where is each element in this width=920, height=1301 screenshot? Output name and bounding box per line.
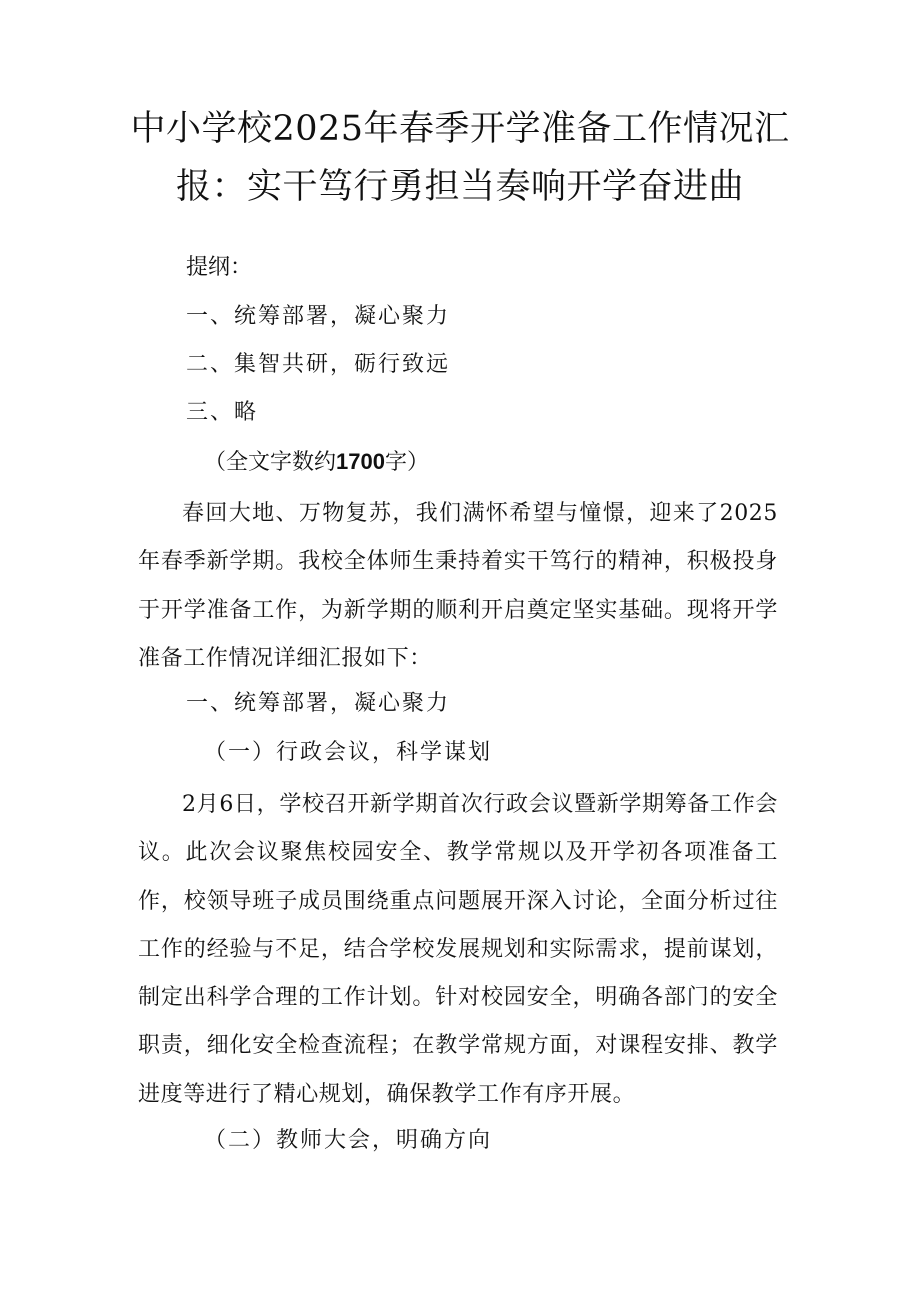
outline-label: 提纲： xyxy=(186,255,253,280)
subsection-1-paragraph: 2月6日，学校召开新学期首次行政会议暨新学期筹备工作会议。此次会议聚焦校园安全、教学常规以及开学初各项准备工作，校领导班子成员围绕重点问题展开深入讨论，全面分析过往工作的经验与不足，结合学校发展规划和实际需求，提前谋划，制定出科学合理的工作计划。针对校园安全，明确各部门的安全职责，细化安全检查流程；在教学常规方面，对课程安排、教学进度等进行了精心规划，确保教学工作有序开展。 xyxy=(138,792,778,1107)
word-count-suffix: 字） xyxy=(384,450,429,475)
intro-paragraph: 春回大地、万物复苏，我们满怀希望与憧憬，迎来了2025年春季新学期。我校全体师生秉持着实干笃行的精神，积极投身于开学准备工作，为新学期的顺利开启奠定坚实基础。现将开学准备工作情况详细汇报如下： xyxy=(138,501,778,671)
subsection-1-heading: （一）行政会议，科学谋划 xyxy=(204,740,493,765)
word-count-prefix: （全文字数约 xyxy=(204,450,337,475)
outline-item-3: 三、略 xyxy=(186,400,259,425)
title-line-2: 报：实干笃行勇担当奏响开学奋进曲 xyxy=(175,167,744,207)
word-count-note xyxy=(204,447,429,478)
document-title xyxy=(120,100,800,216)
title-line-1: 中小学校2025年春季开学准备工作情况汇 xyxy=(130,109,790,149)
section-1-heading: 一、统筹部署，凝心聚力 xyxy=(186,691,451,716)
outline-item-1: 一、统筹部署，凝心聚力 xyxy=(186,304,451,329)
word-count-number: 1700 xyxy=(336,449,385,474)
outline-item-2: 二、集智共研，砺行致远 xyxy=(186,352,451,377)
subsection-2-heading: （二）教师大会，明确方向 xyxy=(204,1128,493,1153)
